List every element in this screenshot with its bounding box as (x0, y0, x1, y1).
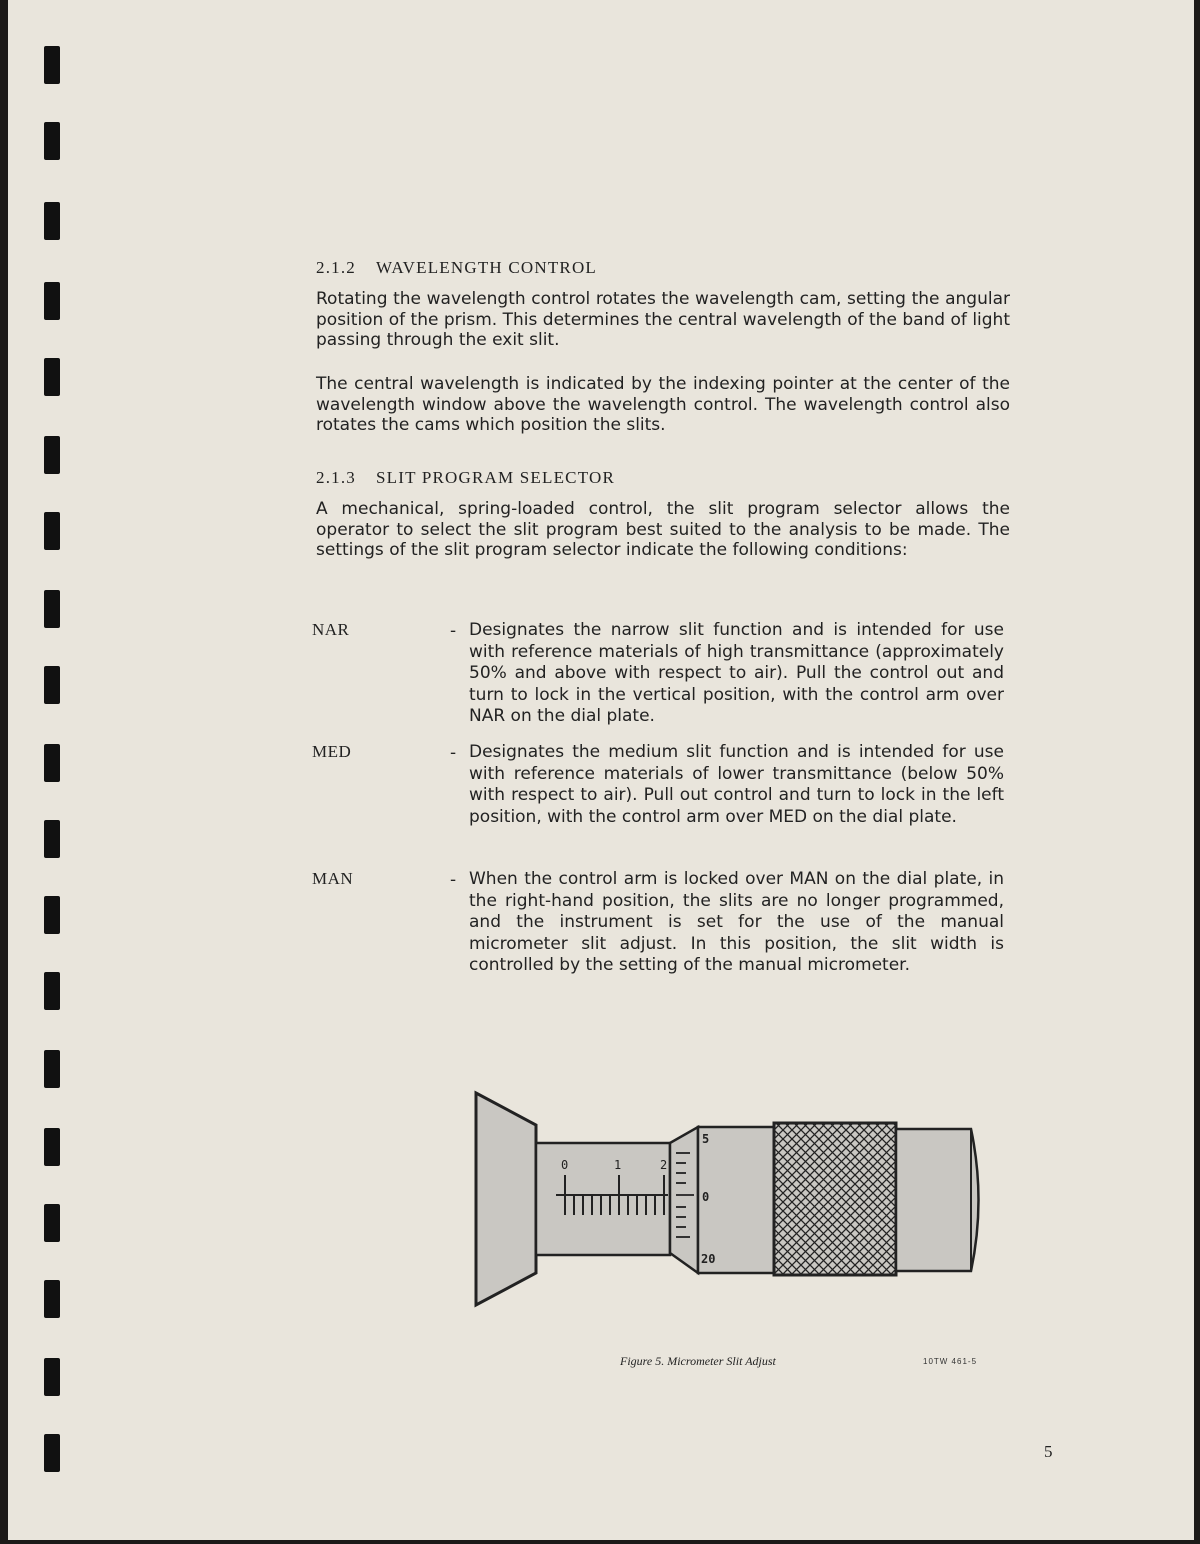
sleeve-label: 1 (614, 1158, 622, 1172)
sleeve-label: 0 (561, 1158, 569, 1172)
punch-hole (44, 512, 60, 550)
figure-code: 10TW 461-5 (923, 1357, 978, 1366)
punch-hole (44, 1434, 60, 1472)
section-heading-slit-program-selector (316, 468, 615, 488)
micrometer-illustration (468, 1085, 998, 1315)
punch-hole (44, 202, 60, 240)
setting-description-man: When the control arm is locked over MAN on the dial plate, in the right-hand position, the slits are no longer programmed, and the instrument is set for the use of the manual micrometer slit adjust. In this position, the slit width is controlled by the setting of the manual micrometer. (469, 869, 1004, 975)
punch-hole (44, 122, 60, 160)
punch-hole (44, 436, 60, 474)
setting-dash: - (450, 870, 457, 890)
wavelength-paragraph-2: The central wavelength is indicated by the indexing pointer at the center of the wavelength window above the wavelength control. The wavelength control also rotates the cams which position the slits. (316, 374, 1010, 435)
punch-hole (44, 820, 60, 858)
thimble-label: 0 (702, 1190, 710, 1204)
punch-hole (44, 1128, 60, 1166)
wavelength-paragraph-1: Rotating the wavelength control rotates the wavelength cam, setting the angular position of the prism. This determines the central wavelength of the band of light passing through the exit slit. (316, 289, 1010, 350)
sleeve-label: 2 (660, 1158, 668, 1172)
punch-hole (44, 46, 60, 84)
page-number: 5 (1044, 1442, 1053, 1461)
section-number: 2.1.2 (316, 258, 356, 277)
punch-hole (44, 666, 60, 704)
setting-description-nar: Designates the narrow slit function and is intended for use with reference materials of high transmittance (approximately 50% and above with respect to air). Pull the control out and turn to lock in the vertical position, with the control arm over NAR on the dial plate. (469, 620, 1004, 726)
punch-hole (44, 358, 60, 396)
punch-hole (44, 1358, 60, 1396)
punch-hole (44, 896, 60, 934)
punch-hole (44, 1280, 60, 1318)
punch-hole (44, 744, 60, 782)
punch-hole (44, 1204, 60, 1242)
section-number: 2.1.3 (316, 468, 356, 487)
ratchet-end (896, 1129, 979, 1271)
knurled-grip (774, 1123, 896, 1275)
setting-dash: - (450, 743, 457, 763)
setting-dash: - (450, 621, 457, 641)
setting-term-med: MED (312, 742, 352, 761)
punch-hole (44, 1050, 60, 1088)
figure-caption: Figure 5. Micrometer Slit Adjust (620, 1354, 776, 1368)
thimble-label: 5 (702, 1132, 710, 1146)
section-heading-wavelength-control (316, 258, 597, 278)
setting-description-med: Designates the medium slit function and is intended for use with reference materials of lower transmittance (below 50% with respect to air). Pull out control and turn to lock in the left position, with the control arm over MED on the dial plate. (469, 742, 1004, 827)
punch-hole (44, 590, 60, 628)
setting-term-nar: NAR (312, 620, 350, 639)
document-page (8, 0, 1194, 1540)
setting-term-man: MAN (312, 869, 354, 888)
punch-hole (44, 282, 60, 320)
thimble-bevel (670, 1127, 698, 1273)
slit-selector-intro: A mechanical, spring-loaded control, the slit program selector allows the operator to select the slit program best suited to the analysis to be made. The settings of the slit program selector indicate the following conditions: (316, 499, 1010, 560)
micrometer-sleeve (536, 1143, 670, 1255)
thimble-label: 20 (701, 1252, 716, 1266)
section-title: SLIT PROGRAM SELECTOR (376, 468, 615, 487)
punch-hole (44, 972, 60, 1010)
micrometer-anvil (476, 1093, 536, 1305)
section-title: WAVELENGTH CONTROL (376, 258, 598, 277)
